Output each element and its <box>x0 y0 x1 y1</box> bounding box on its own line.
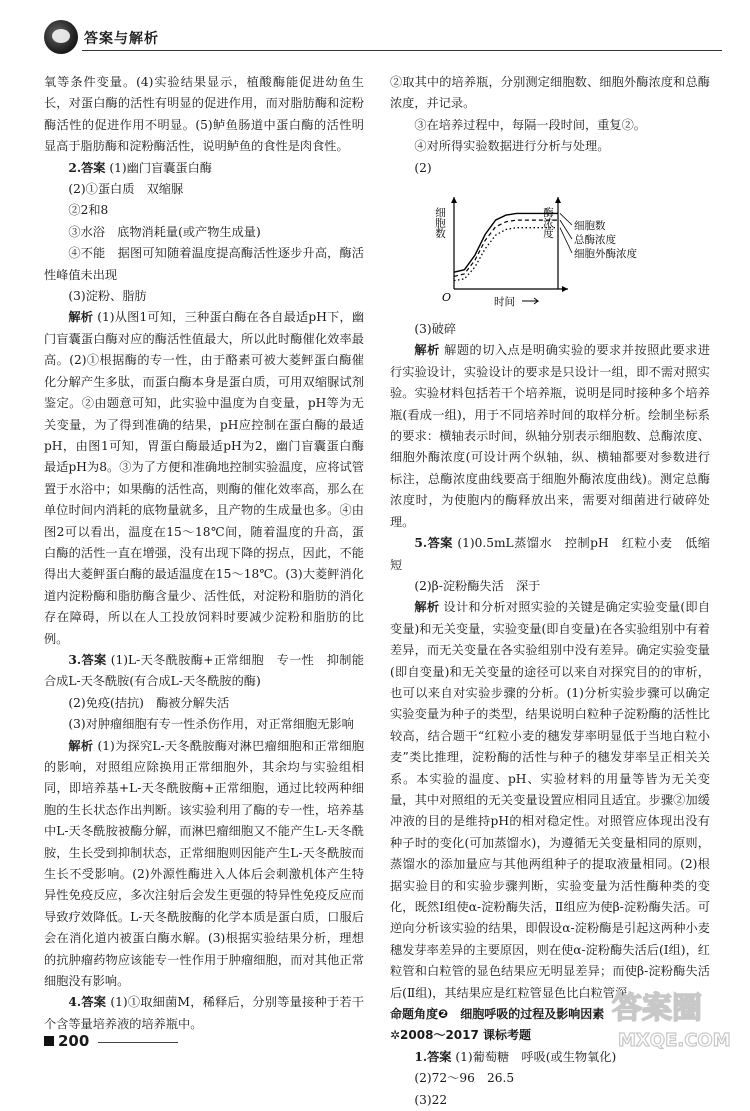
q3-explanation-text: (1)为探究L-天冬酰胺酶对淋巴瘤细胞和正常细胞的影响，对照组应除换用正常细胞外，其余均与实验组相同，即培养基+L-天冬酰胺酶+正常细胞，通过比较两种细胞的生长状态作出判断。该实验利用了酶的专一性，培养基中L-天冬酰胺被酶分解，而淋巴瘤细胞又不能产生L-天冬酰胺，生长受到抑制状态，正常细胞则因能产生L-天冬酰胺而生长不受影响。(2)外源性酶进入人体后会刺激机体产生特异性免疫反应，多次注射后会发生更强的特异性免疫反应而导致疗效降低。L-天冬酰胺酶的化学本质是蛋白质，口服后会在消化道内被蛋白酶水解。(3)根据实验结果分析，理想的抗肿瘤药物应该能专一性作用于肿瘤细胞，而对其他正常细胞没有影响。 <box>44 738 365 989</box>
q2-explanation-text: (1)从图1可知，三种蛋白酶在各自最适pH下，幽门盲囊蛋白酶对应的酶活性值最大，所以此时酶催化效率最高。(2)①根据酶的专一性，由于酪素可被大菱鲆蛋白酶催化分解产生多肽，而蛋白酶本身是蛋白质，可用双缩脲试剂鉴定。②由题意可知，此实验中温度为自变量，pH等为无关变量，为了得到准确的结果，pH应控制在蛋白酶的最适pH，由图1可知，胃蛋白酶最适pH为2，幽门盲囊蛋白酶最适pH为8。③为了方便和准确地控制实验温度，应将试管置于水浴中；如果酶的活性高，则酶的催化效率高，那么在单位时间内消耗的底物量就多，且产物的生成量也多。④由图2可以看出，温度在15～18℃间，随着温度的升高，蛋白酶的活性一直在增强，没有出现下降的拐点，因此，不能得出大菱鲆蛋白酶的最适温度在15～18℃。(3)大菱鲆消化道内淀粉酶和脂肪酶含量少、活性低，对淀粉和脂肪的消化存在障碍，所以在人工投放饲料时要减少淀粉和脂肪的比例。 <box>44 310 365 646</box>
left-intro-paragraph: 氧等条件变量。(4)实验结果显示，植酸酶能促进幼鱼生长，对蛋白酶的活性有明显的促进作用，而对脂肪酶和淀粉酶活性的促进作用不明显。(5)鲈鱼肠道中蛋白酶的活性明显高于脂肪酶和淀粉酶活性，说明鲈鱼的食性是肉食性。 <box>44 75 364 154</box>
x-axis-arrow-icon <box>562 286 568 292</box>
q3-answer-2: (2)免疫(拮抗) 酶被分解失活 <box>68 695 230 710</box>
q5-explanation-text: 设计和分析对照实验的关键是确定实验变量(即自变量)和无关变量，实验变量(即自变量)在各实验组别中有着差异，而无关变量在各实验组别中没有差异。确定实验变量(即自变量)和无关变量的途径可以来自对探究目的的审析，也可以来自对实验步骤的分析。(1)分析实验步骤可以确定实验变量为种子的类型，结果说明白粒种子淀粉酶的活性比较高，结合题干“红粒小麦的穗发芽率明显低于当地白粒小麦”类比推理，淀粉酶的活性与种子的穗发芽率呈正相关关系。本实验的温度、pH、实验材料的用量等皆为无关变量，其中对照组的无关变量设置应相同且适宜。步骤②加缓冲液的目的是维持pH的相对稳定性。对照管应体现出没有种子时的变化(可加蒸馏水)，为遵循无关变量相同的原则，蒸馏水的添加量应与其他两组种子的提取液量相同。(2)根据实验目的和实验步骤判断，实验变量为活性酶种类的变化，既然Ⅰ组使α-淀粉酶失活，Ⅱ组应为使β-淀粉酶失活。可逆向分析该实验的结果，即假设α-淀粉酶是引起这两种小麦穗发芽率差异的主要原因，则在使α-淀粉酶失活后(Ⅰ组)，红粒管和白粒管的显色结果应无明显差异；而使β-淀粉酶失活后(Ⅱ组)，其结果应是红粒管显色比白粒管深。 <box>390 600 711 1000</box>
legend-label-3: 细胞外酶浓度 <box>574 248 637 261</box>
q1-head: 1.答案 <box>414 1049 452 1064</box>
y-axis-right-arrow-icon <box>555 197 561 203</box>
y-axis-left-label: 细胞数 <box>434 207 446 239</box>
q2-answer-1: (1)幽门盲囊蛋白酶 <box>109 160 212 175</box>
y-axis-right-label: 酶浓度 <box>542 207 554 239</box>
q3-answer-1: (1)L-天冬酰胺酶+正常细胞 专一性 抑制能合成L-天冬酰胺(有合成L-天冬酰胺的酶) <box>44 652 364 689</box>
q2-answer-4: ③水浴 底物消耗量(或产物生成量) <box>68 224 261 239</box>
q2-answer-6: (3)淀粉、脂肪 <box>68 289 147 304</box>
watermark-line-2: MXQE.COM <box>618 1030 731 1051</box>
q3-explanation <box>44 736 364 993</box>
q2-answer-line <box>44 158 364 179</box>
q3-answer-line <box>44 650 364 693</box>
x-axis-label: 时间 <box>494 296 515 309</box>
enzyme-chart <box>390 181 710 317</box>
q4-answer-1: (1)①取細菌M，稀释后，分别等量接种于若干个含等量培养液的培养瓶中。 <box>44 995 365 1031</box>
right-explanation <box>390 340 710 533</box>
footer-divider <box>98 1042 178 1043</box>
q5-head: 5.答案 <box>414 536 453 551</box>
q2-answer-3: ②2和8 <box>68 203 109 218</box>
q5-explanation <box>390 597 710 1004</box>
q4-answer-line <box>44 992 364 1035</box>
right-step-3: ③在培养过程中，每隔一段时间，重复②。 <box>414 117 646 132</box>
q1-answer-3: (3)22 <box>414 1092 448 1107</box>
chart-svg <box>390 181 710 317</box>
page-header <box>44 20 724 60</box>
legend-label-1: 细胞数 <box>574 220 606 233</box>
q4-head: 4.答案 <box>68 995 107 1010</box>
q5-answer-1: (1)0.5mL蒸馏水 控制pH 红粒小麦 低缩短 <box>390 536 710 572</box>
q5-explanation-head: 解析 <box>414 600 440 615</box>
years-label: ✲2008～2017 课标考题 <box>390 1028 532 1043</box>
q5-answer-2: (2)β-淀粉酶失活 深于 <box>414 578 541 593</box>
legend-leader-3 <box>560 228 572 253</box>
right-explanation-head: 解析 <box>414 343 440 358</box>
right-step-4: ④对所得实验数据进行分析与处理。 <box>414 139 610 154</box>
q2-answer-5: ④不能 据图可知随着温度提高酶活性逐步升高，酶活性峰值未出现 <box>44 246 364 282</box>
page-number: 200 <box>58 1032 90 1050</box>
q5-answer-line <box>390 533 710 576</box>
q2-explanation-head: 解析 <box>68 310 94 325</box>
origin-label: O <box>442 291 452 305</box>
q3-explanation-head: 解析 <box>68 738 94 753</box>
q1-answer-2: (2)72～96 26.5 <box>414 1071 515 1086</box>
watermark-line-1: 答案圈 <box>612 991 702 1026</box>
q3-answer-3: (3)对肿瘤细胞有专一性杀伤作用，对正常细胞无影响 <box>68 717 354 732</box>
q3-head: 3.答案 <box>68 652 107 667</box>
right-part-2-label: (2) <box>414 160 432 175</box>
q2-head: 2.答案 <box>68 160 106 175</box>
legend-label-2: 总酶浓度 <box>574 234 616 247</box>
watermark-logo <box>604 978 734 1056</box>
right-column <box>390 72 710 1111</box>
q2-explanation <box>44 307 364 650</box>
left-column <box>44 72 364 1035</box>
logo-icon <box>44 20 78 54</box>
page-footer <box>44 1032 89 1050</box>
right-part-3: (3)破碎 <box>414 322 457 337</box>
x-axis-label-arrow-icon <box>522 298 538 304</box>
q1-answer-1: (1)葡萄糖 呼吸(或生物氧化) <box>455 1049 617 1064</box>
y-axis-left-arrow-icon <box>451 197 457 203</box>
right-step-2: ②取其中的培养瓶，分别测定细胞数、细胞外酶浓度和总酶浓度，并记录。 <box>390 75 710 111</box>
right-explanation-text: 解题的切入点是明确实验的要求并按照此要求进行实验设计，实验设计的要求是只设计一组，即不需对照实验。实验材料包括若干个培养瓶，说明是同时接种多个培养瓶(看成一组)，用于不同培养时间的取样分析。绘制坐标系的要求：横轴表示时间，纵轴分别表示细胞数、总酶浓度、细胞外酶浓度(可设计两个纵轴，纵、横轴都要对参数进行标注，总酶浓度曲线要高于细胞外酶浓度曲线)。测定总酶浓度时，为使胞内的酶释放出来，需要对细菌进行破碎处理。 <box>390 343 711 529</box>
watermark <box>604 978 734 1056</box>
header-title: 答案与解析 <box>84 31 159 47</box>
angle-title: 细胞呼吸的过程及影响因素 <box>460 1007 605 1022</box>
q2-answer-2: (2)①蛋白质 双缩脲 <box>68 182 184 197</box>
square-bullet-icon <box>44 1036 54 1046</box>
angle-label: 命题角度❷ <box>390 1007 449 1022</box>
header-divider <box>82 50 722 51</box>
